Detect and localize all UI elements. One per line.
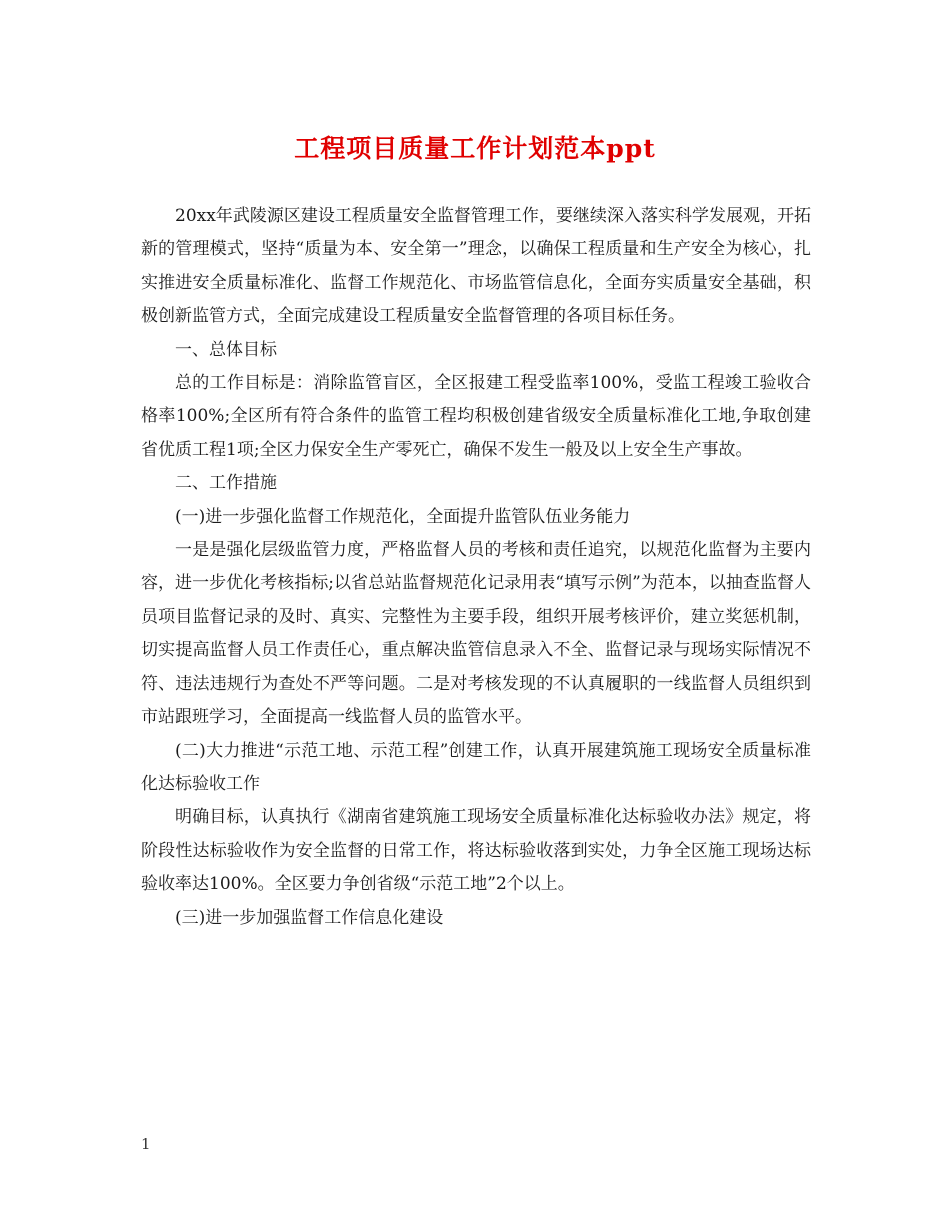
section-heading-overall-goal: 一、总体目标: [175, 339, 277, 360]
subsection-heading-3: (三)进一步加强监督工作信息化建设: [175, 907, 444, 928]
paragraph-standardization: 明确目标，认真执行《湖南省建筑施工现场安全质量标准化达标验收办法》规定，将阶段性达标验收作为安全监督的日常工作，将达标验收落到实处，力争全区施工现场达标验收率达100%。全区要力争创省级“示范工地”2个以上。: [141, 807, 811, 895]
page-number: 1: [141, 1135, 151, 1153]
document-title: 工程项目质量工作计划范本ppt: [294, 134, 656, 163]
document-body: [141, 200, 811, 935]
subsection-heading-1: (一)进一步强化监督工作规范化，全面提升监管队伍业务能力: [175, 506, 631, 527]
paragraph-overall-goal: 总的工作目标是：消除监管盲区，全区报建工程受监率100%，受监工程竣工验收合格率100%;全区所有符合条件的监管工程均积极创建省级安全质量标准化工地,争取创建省优质工程1项;全区力保安全生产零死亡，确保不发生一般及以上安全生产事故。: [141, 373, 811, 460]
paragraph-supervision: 一是是强化层级监管力度，严格监督人员的考核和责任追究，以规范化监督为主要内容，进一步优化考核指标;以省总站监督规范化记录用表“填写示例”为范本，以抽查监督人员项目监督记录的及时、真实、完整性为主要手段，组织开展考核评价，建立奖惩机制，切实提高监督人员工作责任心，重点解决监管信息录入不全、监督记录与现场实际情况不符、违法违规行为查处不严等问题。二是对考核发现的不认真履职的一线监督人员组织到市站跟班学习，全面提高一线监督人员的监管水平。: [141, 540, 811, 728]
paragraph-intro: 20xx年武陵源区建设工程质量安全监督管理工作，要继续深入落实科学发展观，开拓新的管理模式，坚持“质量为本、安全第一”理念，以确保工程质量和生产安全为核心，扎实推进安全质量标准化、监督工作规范化、市场监管信息化，全面夯实质量安全基础，积极创新监管方式，全面完成建设工程质量安全监督管理的各项目标任务。: [141, 206, 811, 327]
subsection-heading-2: (二)大力推进“示范工地、示范工程”创建工作，认真开展建筑施工现场安全质量标准化达标验收工作: [141, 740, 811, 794]
section-heading-work-measures: 二、工作措施: [175, 473, 277, 494]
